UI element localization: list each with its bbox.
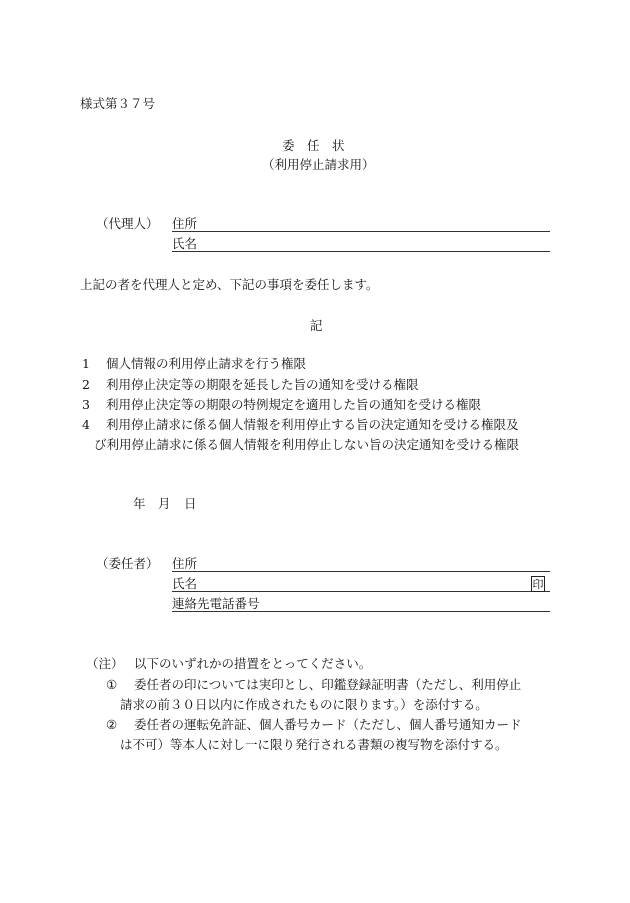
date-month: 月 <box>158 496 171 511</box>
item-number: 1 <box>82 356 90 371</box>
item-number: 4 <box>82 417 90 432</box>
principal-name-label: 氏名 <box>172 576 198 591</box>
note-text-continued: は不可）等本人に対し一に限り発行される書類の複写物を添付する。 <box>120 737 508 752</box>
seal-box <box>531 576 545 592</box>
item-text-continued: び利用停止請求に係る個人情報を利用停止しない旨の決定通知を受ける権限 <box>94 437 520 452</box>
date-year: 年 <box>133 496 146 511</box>
form-number: 様式第３７号 <box>80 96 156 111</box>
delegation-statement: 上記の者を代理人と定め、下記の事項を委任します。 <box>80 277 379 292</box>
note-mark: ① <box>106 677 118 692</box>
date-day: 日 <box>184 496 197 511</box>
principal-phone-label: 連絡先電話番号 <box>172 596 260 611</box>
item-number: 3 <box>82 397 90 412</box>
note-text: 委任者の運転免許証、個人番号カード（ただし、個人番号通知カード <box>134 717 522 732</box>
principal-address-label: 住所 <box>172 556 198 571</box>
principal-phone-line[interactable] <box>172 611 550 612</box>
note-text: 委任者の印については実印とし、印鑑登録証明書（ただし、利用停止 <box>134 677 522 692</box>
ki-heading: 記 <box>310 318 323 333</box>
principal-address-line[interactable] <box>172 571 550 572</box>
notes-intro: 以下のいずれかの措置をとってください。 <box>134 656 372 671</box>
item-text: 利用停止決定等の期限を延長した旨の通知を受ける権限 <box>106 377 419 392</box>
agent-name-label: 氏名 <box>172 236 198 251</box>
principal-name-line[interactable] <box>172 591 550 592</box>
item-text: 個人情報の利用停止請求を行う権限 <box>106 356 307 371</box>
item-number: 2 <box>82 377 90 392</box>
item-text: 利用停止決定等の期限の特例規定を適用した旨の通知を受ける権限 <box>106 397 482 412</box>
note-mark: ② <box>106 717 118 732</box>
agent-name-line[interactable] <box>172 251 550 252</box>
agent-address-line[interactable] <box>172 231 550 232</box>
document-title: 委 任 状 <box>282 138 345 153</box>
seal-text: 印 <box>532 578 544 591</box>
agent-address-label: 住所 <box>172 216 198 231</box>
item-text: 利用停止請求に係る個人情報を利用停止する旨の決定通知を受ける権限及 <box>106 417 519 432</box>
notes-label: （注） <box>86 656 124 671</box>
agent-label: （代理人） <box>96 216 159 231</box>
note-text-continued: 請求の前３０日以内に作成されたものに限ります。）を添付する。 <box>120 697 488 712</box>
principal-label: （委任者） <box>96 556 159 571</box>
document-subtitle: （利用停止請求用） <box>262 157 375 172</box>
